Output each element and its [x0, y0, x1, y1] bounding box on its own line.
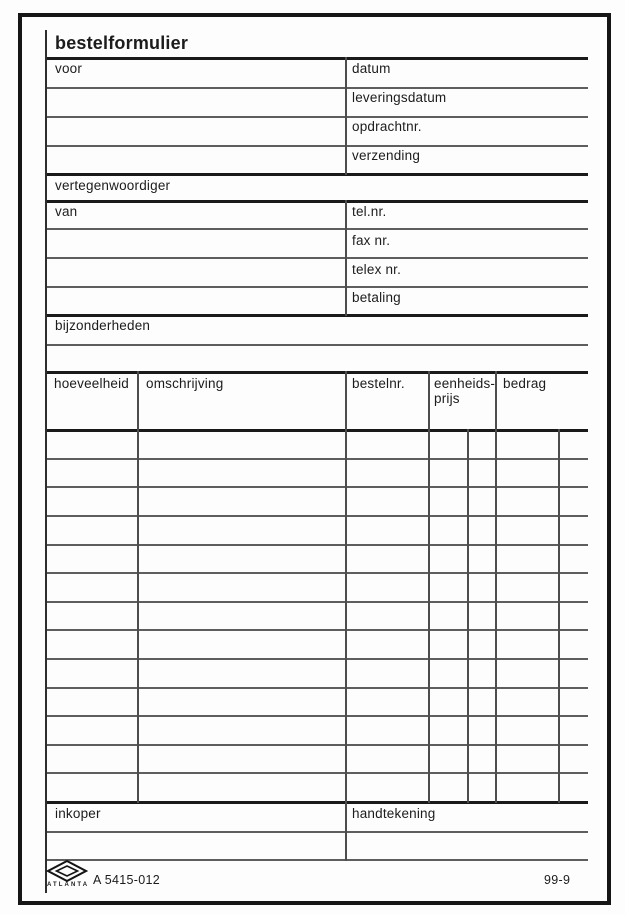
- divider-line: [45, 859, 588, 861]
- divider-line: [45, 87, 588, 89]
- table-row-separator: [45, 629, 588, 631]
- column-divider: [345, 57, 347, 175]
- field-label-handtekening: handtekening: [352, 806, 436, 821]
- field-label-telnr: tel.nr.: [352, 204, 387, 219]
- divider-line: [45, 228, 588, 230]
- table-header-omschrijving: omschrijving: [146, 376, 224, 391]
- divider-line: [45, 314, 588, 317]
- field-label-betaling: betaling: [352, 290, 401, 305]
- divider-line: [45, 200, 588, 203]
- table-row-separator: [45, 658, 588, 660]
- field-label-bijzonderheden: bijzonderheden: [55, 318, 151, 333]
- print-code: 99-9: [544, 873, 571, 887]
- form-title: bestelformulier: [55, 33, 189, 53]
- table-row-separator: [45, 772, 588, 774]
- amount-cents-divider: [558, 429, 560, 803]
- field-label-leveringsdatum: leveringsdatum: [352, 90, 447, 105]
- table-row-separator: [45, 544, 588, 546]
- divider-line: [45, 116, 588, 118]
- divider-line: [45, 831, 588, 833]
- form-left-border: [45, 30, 47, 893]
- field-label-voor: voor: [55, 61, 83, 76]
- field-label-verzending: verzending: [352, 148, 421, 163]
- divider-line: [45, 145, 588, 147]
- table-header-eenheidsprijs-line1: eenheids-: [434, 376, 496, 391]
- table-row-separator: [45, 458, 588, 460]
- table-header-eenheidsprijs-line2: prijs: [434, 391, 460, 406]
- field-label-inkoper: inkoper: [55, 806, 101, 821]
- divider-line: [45, 286, 588, 288]
- atlanta-brand-text: ATLANTA: [47, 882, 90, 888]
- column-divider: [345, 200, 347, 316]
- divider-line: [45, 257, 588, 259]
- table-row-separator: [45, 486, 588, 488]
- table-header-bottom-line: [45, 429, 588, 432]
- field-label-datum: datum: [352, 61, 391, 76]
- field-label-telexnr: telex nr.: [352, 262, 402, 277]
- table-row-separator: [45, 715, 588, 717]
- table-row-separator: [45, 687, 588, 689]
- form-code: A 5415-012: [93, 873, 160, 887]
- divider-line: [45, 344, 588, 346]
- table-row-separator: [45, 515, 588, 517]
- table-column-divider: [137, 371, 139, 803]
- table-header-hoeveelheid: hoeveelheid: [54, 376, 130, 391]
- table-header-eenheidsprijs: [434, 376, 495, 406]
- column-divider: [345, 371, 347, 861]
- table-row-separator: [45, 601, 588, 603]
- table-column-divider: [428, 371, 430, 803]
- table-header-top-line: [45, 371, 588, 374]
- divider-line: [45, 173, 588, 176]
- table-bottom-line: [45, 801, 588, 804]
- table-column-divider: [495, 371, 497, 803]
- atlanta-logo-icon: [46, 859, 88, 883]
- table-header-bestelnr: bestelnr.: [352, 376, 405, 391]
- field-label-opdrachtnr: opdrachtnr.: [352, 119, 422, 134]
- table-row-separator: [45, 744, 588, 746]
- unit-price-cents-divider: [467, 429, 469, 803]
- divider-line: [45, 57, 588, 60]
- field-label-vertegenwoordiger: vertegenwoordiger: [55, 178, 171, 193]
- field-label-faxnr: fax nr.: [352, 233, 391, 248]
- table-row-separator: [45, 572, 588, 574]
- field-label-van: van: [55, 204, 78, 219]
- table-header-bedrag: bedrag: [503, 376, 547, 391]
